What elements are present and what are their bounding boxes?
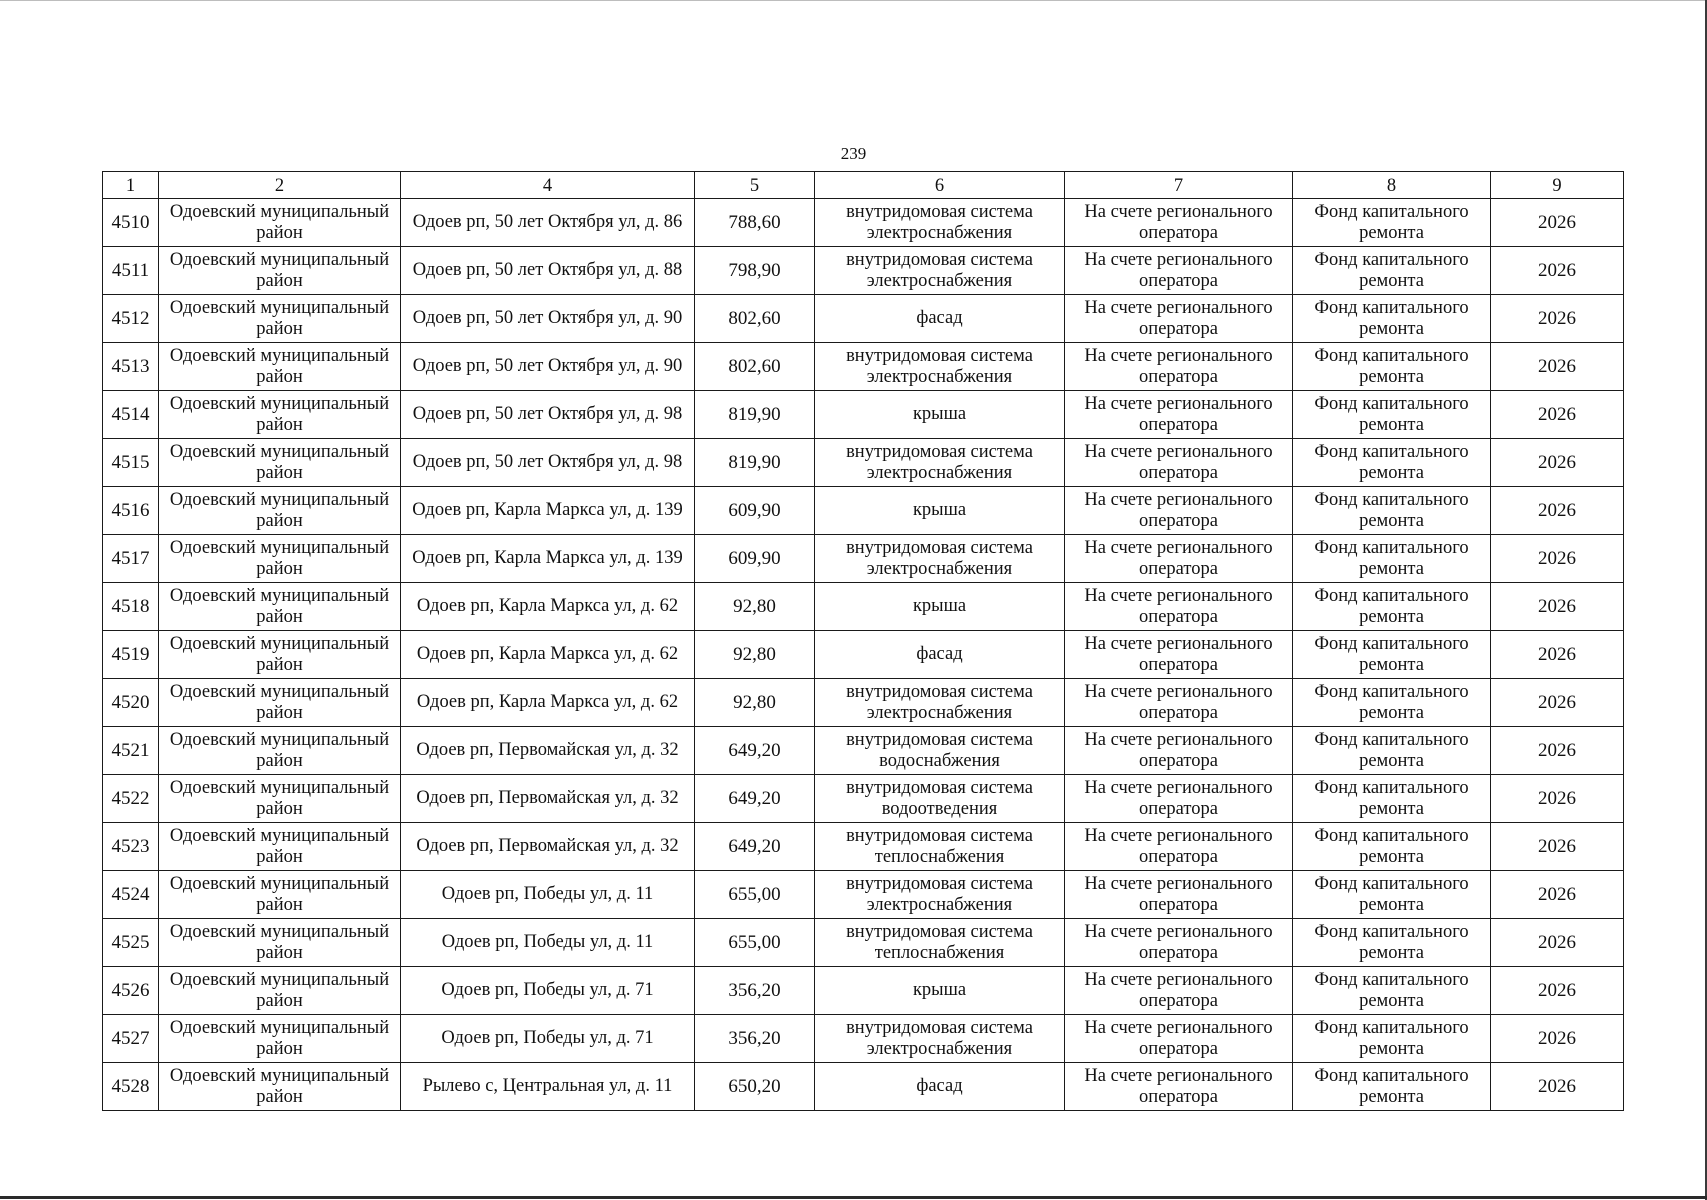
address-cell: Одоев рп, 50 лет Октября ул, д. 90 bbox=[401, 295, 695, 343]
address-cell: Одоев рп, Карла Маркса ул, д. 62 bbox=[401, 583, 695, 631]
column-header: 4 bbox=[401, 172, 695, 199]
address-cell: Одоев рп, Первомайская ул, д. 32 bbox=[401, 727, 695, 775]
fund-cell: Фонд капитального ремонта bbox=[1293, 343, 1491, 391]
district-cell: Одоевский муниципальный район bbox=[159, 487, 401, 535]
district-cell: Одоевский муниципальный район bbox=[159, 295, 401, 343]
table-row bbox=[103, 631, 1624, 679]
work-type-cell: фасад bbox=[815, 1063, 1065, 1111]
year-cell: 2026 bbox=[1491, 919, 1624, 967]
account-cell: На счете регионального оператора bbox=[1065, 391, 1293, 439]
table-row bbox=[103, 919, 1624, 967]
table-row bbox=[103, 775, 1624, 823]
fund-cell: Фонд капитального ремонта bbox=[1293, 679, 1491, 727]
area-cell: 802,60 bbox=[695, 295, 815, 343]
table-row bbox=[103, 727, 1624, 775]
row-number-cell: 4523 bbox=[103, 823, 159, 871]
district-cell: Одоевский муниципальный район bbox=[159, 391, 401, 439]
area-cell: 802,60 bbox=[695, 343, 815, 391]
year-cell: 2026 bbox=[1491, 583, 1624, 631]
work-type-cell: внутридомовая система электроснабжения bbox=[815, 679, 1065, 727]
row-number-cell: 4521 bbox=[103, 727, 159, 775]
column-header: 7 bbox=[1065, 172, 1293, 199]
table-row bbox=[103, 583, 1624, 631]
row-number-cell: 4516 bbox=[103, 487, 159, 535]
address-cell: Одоев рп, Первомайская ул, д. 32 bbox=[401, 775, 695, 823]
area-cell: 788,60 bbox=[695, 199, 815, 247]
row-number-cell: 4528 bbox=[103, 1063, 159, 1111]
year-cell: 2026 bbox=[1491, 871, 1624, 919]
account-cell: На счете регионального оператора bbox=[1065, 199, 1293, 247]
district-cell: Одоевский муниципальный район bbox=[159, 535, 401, 583]
table-header-row bbox=[103, 172, 1624, 199]
account-cell: На счете регионального оператора bbox=[1065, 775, 1293, 823]
data-table bbox=[102, 171, 1624, 1111]
area-cell: 609,90 bbox=[695, 535, 815, 583]
account-cell: На счете регионального оператора bbox=[1065, 535, 1293, 583]
area-cell: 819,90 bbox=[695, 391, 815, 439]
account-cell: На счете регионального оператора bbox=[1065, 631, 1293, 679]
fund-cell: Фонд капитального ремонта bbox=[1293, 1063, 1491, 1111]
address-cell: Одоев рп, Победы ул, д. 11 bbox=[401, 871, 695, 919]
row-number-cell: 4511 bbox=[103, 247, 159, 295]
area-cell: 650,20 bbox=[695, 1063, 815, 1111]
fund-cell: Фонд капитального ремонта bbox=[1293, 391, 1491, 439]
fund-cell: Фонд капитального ремонта bbox=[1293, 1015, 1491, 1063]
district-cell: Одоевский муниципальный район bbox=[159, 199, 401, 247]
row-number-cell: 4520 bbox=[103, 679, 159, 727]
year-cell: 2026 bbox=[1491, 535, 1624, 583]
row-number-cell: 4527 bbox=[103, 1015, 159, 1063]
area-cell: 92,80 bbox=[695, 631, 815, 679]
account-cell: На счете регионального оператора bbox=[1065, 967, 1293, 1015]
work-type-cell: внутридомовая система электроснабжения bbox=[815, 439, 1065, 487]
year-cell: 2026 bbox=[1491, 727, 1624, 775]
work-type-cell: внутридомовая система электроснабжения bbox=[815, 535, 1065, 583]
work-type-cell: внутридомовая система электроснабжения bbox=[815, 1015, 1065, 1063]
year-cell: 2026 bbox=[1491, 823, 1624, 871]
year-cell: 2026 bbox=[1491, 775, 1624, 823]
fund-cell: Фонд капитального ремонта bbox=[1293, 295, 1491, 343]
year-cell: 2026 bbox=[1491, 679, 1624, 727]
district-cell: Одоевский муниципальный район bbox=[159, 583, 401, 631]
table-row bbox=[103, 343, 1624, 391]
work-type-cell: внутридомовая система теплоснабжения bbox=[815, 919, 1065, 967]
district-cell: Одоевский муниципальный район bbox=[159, 247, 401, 295]
account-cell: На счете регионального оператора bbox=[1065, 295, 1293, 343]
table-row bbox=[103, 679, 1624, 727]
row-number-cell: 4514 bbox=[103, 391, 159, 439]
district-cell: Одоевский муниципальный район bbox=[159, 919, 401, 967]
district-cell: Одоевский муниципальный район bbox=[159, 1015, 401, 1063]
district-cell: Одоевский муниципальный район bbox=[159, 775, 401, 823]
district-cell: Одоевский муниципальный район bbox=[159, 871, 401, 919]
row-number-cell: 4513 bbox=[103, 343, 159, 391]
work-type-cell: внутридомовая система электроснабжения bbox=[815, 199, 1065, 247]
address-cell: Одоев рп, Победы ул, д. 11 bbox=[401, 919, 695, 967]
fund-cell: Фонд капитального ремонта bbox=[1293, 199, 1491, 247]
account-cell: На счете регионального оператора bbox=[1065, 1063, 1293, 1111]
year-cell: 2026 bbox=[1491, 1063, 1624, 1111]
account-cell: На счете регионального оператора bbox=[1065, 343, 1293, 391]
account-cell: На счете регионального оператора bbox=[1065, 823, 1293, 871]
work-type-cell: внутридомовая система электроснабжения bbox=[815, 247, 1065, 295]
table-row bbox=[103, 967, 1624, 1015]
scan-bottom-edge bbox=[0, 1196, 1707, 1199]
row-number-cell: 4526 bbox=[103, 967, 159, 1015]
row-number-cell: 4512 bbox=[103, 295, 159, 343]
address-cell: Одоев рп, 50 лет Октября ул, д. 86 bbox=[401, 199, 695, 247]
district-cell: Одоевский муниципальный район bbox=[159, 679, 401, 727]
fund-cell: Фонд капитального ремонта bbox=[1293, 871, 1491, 919]
column-header: 9 bbox=[1491, 172, 1624, 199]
table-body bbox=[103, 199, 1624, 1111]
area-cell: 819,90 bbox=[695, 439, 815, 487]
account-cell: На счете регионального оператора bbox=[1065, 871, 1293, 919]
account-cell: На счете регионального оператора bbox=[1065, 727, 1293, 775]
table-row bbox=[103, 247, 1624, 295]
page-number: 239 bbox=[840, 144, 867, 163]
table-row bbox=[103, 823, 1624, 871]
scan-top-edge bbox=[0, 0, 1707, 1]
account-cell: На счете регионального оператора bbox=[1065, 583, 1293, 631]
row-number-cell: 4519 bbox=[103, 631, 159, 679]
address-cell: Одоев рп, Победы ул, д. 71 bbox=[401, 1015, 695, 1063]
row-number-cell: 4515 bbox=[103, 439, 159, 487]
table-row bbox=[103, 871, 1624, 919]
work-type-cell: крыша bbox=[815, 391, 1065, 439]
district-cell: Одоевский муниципальный район bbox=[159, 1063, 401, 1111]
year-cell: 2026 bbox=[1491, 439, 1624, 487]
work-type-cell: крыша bbox=[815, 583, 1065, 631]
row-number-cell: 4510 bbox=[103, 199, 159, 247]
district-cell: Одоевский муниципальный район bbox=[159, 631, 401, 679]
row-number-cell: 4517 bbox=[103, 535, 159, 583]
account-cell: На счете регионального оператора bbox=[1065, 439, 1293, 487]
fund-cell: Фонд капитального ремонта bbox=[1293, 727, 1491, 775]
area-cell: 649,20 bbox=[695, 727, 815, 775]
address-cell: Одоев рп, 50 лет Октября ул, д. 90 bbox=[401, 343, 695, 391]
fund-cell: Фонд капитального ремонта bbox=[1293, 631, 1491, 679]
area-cell: 655,00 bbox=[695, 871, 815, 919]
address-cell: Рылево с, Центральная ул, д. 11 bbox=[401, 1063, 695, 1111]
year-cell: 2026 bbox=[1491, 391, 1624, 439]
account-cell: На счете регионального оператора bbox=[1065, 919, 1293, 967]
fund-cell: Фонд капитального ремонта bbox=[1293, 583, 1491, 631]
fund-cell: Фонд капитального ремонта bbox=[1293, 439, 1491, 487]
work-type-cell: внутридомовая система водоснабжения bbox=[815, 727, 1065, 775]
year-cell: 2026 bbox=[1491, 967, 1624, 1015]
area-cell: 609,90 bbox=[695, 487, 815, 535]
district-cell: Одоевский муниципальный район bbox=[159, 439, 401, 487]
area-cell: 356,20 bbox=[695, 1015, 815, 1063]
address-cell: Одоев рп, 50 лет Октября ул, д. 88 bbox=[401, 247, 695, 295]
year-cell: 2026 bbox=[1491, 343, 1624, 391]
area-cell: 649,20 bbox=[695, 823, 815, 871]
area-cell: 356,20 bbox=[695, 967, 815, 1015]
table-row bbox=[103, 1063, 1624, 1111]
year-cell: 2026 bbox=[1491, 295, 1624, 343]
district-cell: Одоевский муниципальный район bbox=[159, 727, 401, 775]
column-header: 5 bbox=[695, 172, 815, 199]
address-cell: Одоев рп, Карла Маркса ул, д. 139 bbox=[401, 535, 695, 583]
fund-cell: Фонд капитального ремонта bbox=[1293, 967, 1491, 1015]
column-header: 6 bbox=[815, 172, 1065, 199]
work-type-cell: фасад bbox=[815, 631, 1065, 679]
address-cell: Одоев рп, Победы ул, д. 71 bbox=[401, 967, 695, 1015]
district-cell: Одоевский муниципальный район bbox=[159, 967, 401, 1015]
work-type-cell: внутридомовая система электроснабжения bbox=[815, 343, 1065, 391]
column-header: 8 bbox=[1293, 172, 1491, 199]
area-cell: 92,80 bbox=[695, 679, 815, 727]
work-type-cell: внутридомовая система водоотведения bbox=[815, 775, 1065, 823]
address-cell: Одоев рп, Карла Маркса ул, д. 139 bbox=[401, 487, 695, 535]
area-cell: 92,80 bbox=[695, 583, 815, 631]
fund-cell: Фонд капитального ремонта bbox=[1293, 535, 1491, 583]
fund-cell: Фонд капитального ремонта bbox=[1293, 487, 1491, 535]
table-row bbox=[103, 295, 1624, 343]
account-cell: На счете регионального оператора bbox=[1065, 487, 1293, 535]
area-cell: 655,00 bbox=[695, 919, 815, 967]
table-row bbox=[103, 535, 1624, 583]
year-cell: 2026 bbox=[1491, 1015, 1624, 1063]
account-cell: На счете регионального оператора bbox=[1065, 1015, 1293, 1063]
address-cell: Одоев рп, Карла Маркса ул, д. 62 bbox=[401, 631, 695, 679]
address-cell: Одоев рп, 50 лет Октября ул, д. 98 bbox=[401, 439, 695, 487]
fund-cell: Фонд капитального ремонта bbox=[1293, 919, 1491, 967]
work-type-cell: крыша bbox=[815, 967, 1065, 1015]
year-cell: 2026 bbox=[1491, 199, 1624, 247]
address-cell: Одоев рп, Карла Маркса ул, д. 62 bbox=[401, 679, 695, 727]
row-number-cell: 4522 bbox=[103, 775, 159, 823]
account-cell: На счете регионального оператора bbox=[1065, 247, 1293, 295]
row-number-cell: 4524 bbox=[103, 871, 159, 919]
year-cell: 2026 bbox=[1491, 631, 1624, 679]
table-row bbox=[103, 1015, 1624, 1063]
row-number-cell: 4518 bbox=[103, 583, 159, 631]
work-type-cell: крыша bbox=[815, 487, 1065, 535]
fund-cell: Фонд капитального ремонта bbox=[1293, 775, 1491, 823]
account-cell: На счете регионального оператора bbox=[1065, 679, 1293, 727]
column-header: 2 bbox=[159, 172, 401, 199]
year-cell: 2026 bbox=[1491, 247, 1624, 295]
area-cell: 798,90 bbox=[695, 247, 815, 295]
table-row bbox=[103, 199, 1624, 247]
address-cell: Одоев рп, Первомайская ул, д. 32 bbox=[401, 823, 695, 871]
fund-cell: Фонд капитального ремонта bbox=[1293, 247, 1491, 295]
table-row bbox=[103, 439, 1624, 487]
year-cell: 2026 bbox=[1491, 487, 1624, 535]
address-cell: Одоев рп, 50 лет Октября ул, д. 98 bbox=[401, 391, 695, 439]
column-header: 1 bbox=[103, 172, 159, 199]
table-row bbox=[103, 391, 1624, 439]
work-type-cell: внутридомовая система электроснабжения bbox=[815, 871, 1065, 919]
fund-cell: Фонд капитального ремонта bbox=[1293, 823, 1491, 871]
district-cell: Одоевский муниципальный район bbox=[159, 343, 401, 391]
work-type-cell: фасад bbox=[815, 295, 1065, 343]
work-type-cell: внутридомовая система теплоснабжения bbox=[815, 823, 1065, 871]
table-row bbox=[103, 487, 1624, 535]
row-number-cell: 4525 bbox=[103, 919, 159, 967]
area-cell: 649,20 bbox=[695, 775, 815, 823]
district-cell: Одоевский муниципальный район bbox=[159, 823, 401, 871]
